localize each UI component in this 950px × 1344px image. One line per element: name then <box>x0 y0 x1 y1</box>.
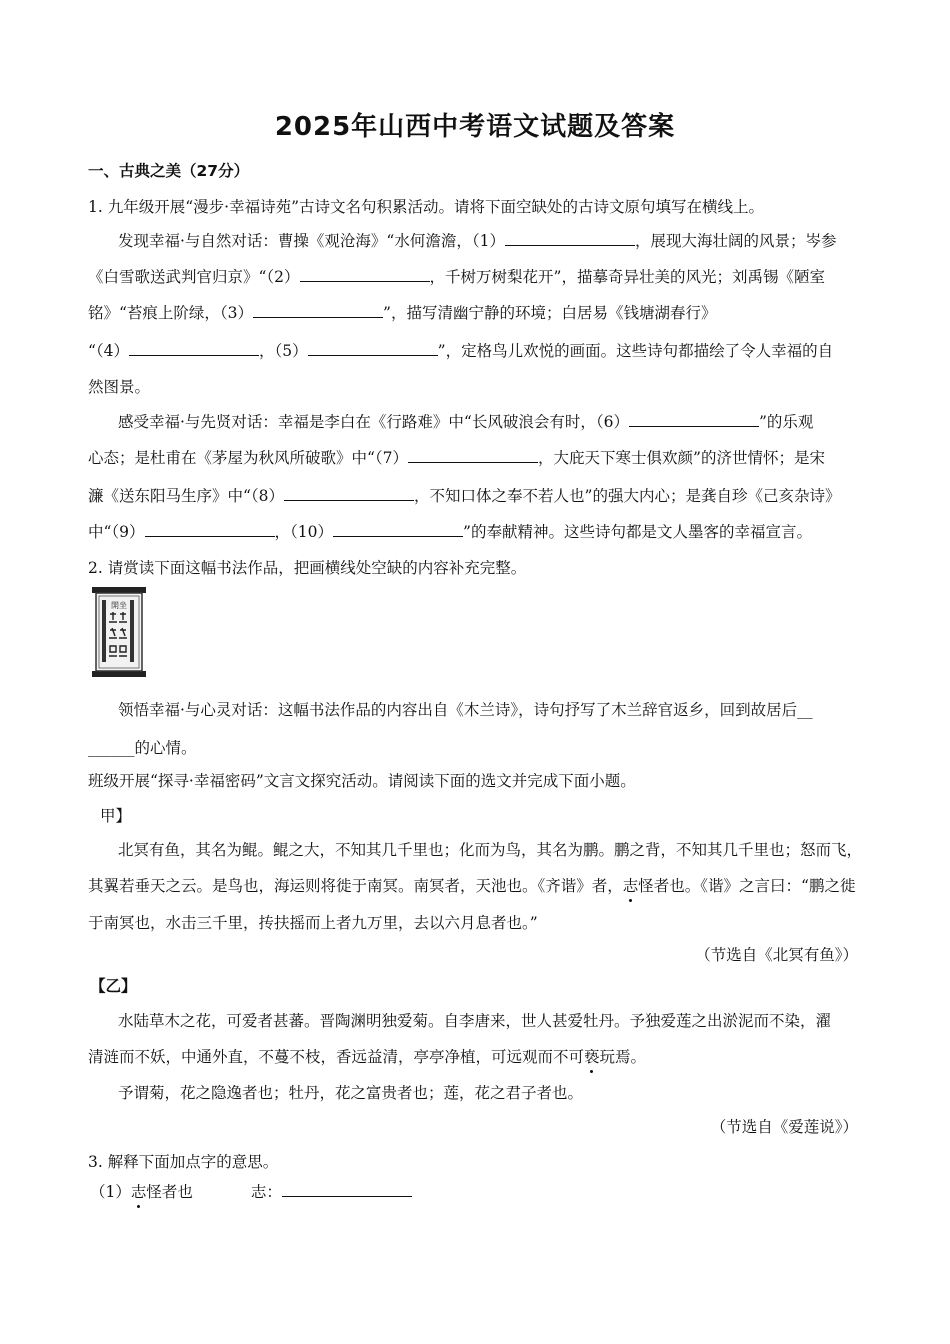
q2-para-line2: ______的心情。 <box>88 739 197 757</box>
dotted-char-zhi: 志 <box>622 877 639 895</box>
answer-blank-4[interactable] <box>129 341 259 356</box>
q1-para1-line2: 《白雪歌送武判官归京》“（2） ，千树万树梨花开”，描摹奇异壮美的风光；刘禹锡《陋室 <box>88 268 825 286</box>
q1-para1-line5: 然图景。 <box>88 378 151 396</box>
answer-blank-q3-1[interactable] <box>282 1182 412 1197</box>
activity-intro: 班级开展“探寻·幸福密码”文言文探究活动。请阅读下面的选文并完成下面小题。 <box>88 772 636 790</box>
question-2-intro: 2. 请赏读下面这幅书法作品，把画横线处空缺的内容补充完整。 <box>88 559 527 577</box>
passage-yi-label: 【乙】 <box>90 977 137 995</box>
answer-blank-6[interactable] <box>629 412 759 427</box>
q1-para2-line2: 心态；是杜甫在《茅屋为秋风所破歌》中“（7） ，大庇天下寒士俱欢颜”的济世情怀；是宋 <box>88 449 825 467</box>
passage-yi-line2: 清涟而不妖，中通外直，不蔓不枝，香远益清，亭亭净植，可远观而不可亵玩焉。 <box>88 1048 647 1066</box>
question-1-intro: 1. 九年级开展“漫步·幸福诗苑”古诗文名句积累活动。请将下面空缺处的古诗文原句填写在横线上。 <box>88 198 764 216</box>
passage-jia-line3: 于南冥也，水击三千里，抟扶摇而上者九万里，去以六月息者也。” <box>88 914 538 932</box>
q3-item1: （1）志怪者也 志： <box>90 1182 870 1202</box>
question-3-intro: 3. 解释下面加点字的意思。 <box>88 1153 279 1171</box>
dotted-char-xie: 亵 <box>584 1048 600 1066</box>
dotted-char-zhi-2: 志 <box>130 1183 147 1201</box>
q1-para2-line4: 中“（9） ，（10） ”的奉献精神。这些诗句都是文人墨客的幸福宣言。 <box>88 523 812 541</box>
q1-para2-line1: 感受幸福·与先贤对话：幸福是李白在《行路难》中“长风破浪会有时，（6） ”的乐观 <box>118 413 814 431</box>
q1-para1-line3: 铭》“苔痕上阶绿，（3） ”，描写清幽宁静的环境；白居易《钱塘湖春行》 <box>88 304 717 322</box>
answer-blank-10[interactable] <box>333 522 463 537</box>
answer-blank-9[interactable] <box>145 522 275 537</box>
passage-yi-source: （节选自《爱莲说》） <box>710 1118 858 1136</box>
passage-yi-line1: 水陆草木之花，可爱者甚蕃。晋陶渊明独爱菊。自李唐来，世人甚爱牡丹。予独爱莲之出淤泥而不染，濯 <box>118 1012 832 1030</box>
calligraphy-image <box>90 586 148 678</box>
passage-yi-line3: 予谓菊，花之隐逸者也；牡丹，花之富贵者也；莲，花之君子者也。 <box>118 1084 584 1102</box>
section-heading: 一、古典之美（27分） <box>88 162 250 180</box>
answer-blank-8[interactable] <box>284 486 414 501</box>
passage-jia-line1: 北冥有鱼，其名为鲲。鲲之大，不知其几千里也；化而为鸟，其名为鹏。鹏之背，不知其几千里也；怒而飞， <box>118 841 863 859</box>
answer-blank-7[interactable] <box>408 448 538 463</box>
passage-jia-source: （节选自《北冥有鱼》） <box>695 946 858 964</box>
answer-blank-1[interactable] <box>505 231 635 246</box>
page-title: 2025年山西中考语文试题及答案 <box>274 112 676 142</box>
answer-blank-3[interactable] <box>253 303 383 318</box>
answer-blank-2[interactable] <box>300 267 430 282</box>
q1-para1-line4: “（4） ，（5） ”，定格鸟儿欢悦的画面。这些诗句都描绘了令人幸福的自 <box>88 342 834 360</box>
calligraphy-text: 開坐 <box>111 601 127 610</box>
q2-para-line1: 领悟幸福·与心灵对话：这幅书法作品的内容出自《木兰诗》，诗句抒写了木兰辞官返乡，回到故居后__ <box>118 701 813 719</box>
passage-jia-label: 甲】 <box>100 807 132 825</box>
q1-para2-line3: 濂《送东阳马生序》中“（8） ，不知口体之奉不若人也”的强大内心；是龚自珍《己亥杂诗》 <box>88 487 841 505</box>
answer-blank-5[interactable] <box>308 341 438 356</box>
passage-jia-line2: 其翼若垂天之云。是鸟也，海运则将徙于南冥。南冥者，天池也。《齐谐》者，志怪者也。《谐》之言曰：“鹏之徙 <box>88 877 856 895</box>
q1-para1-line1: 发现幸福·与自然对话：曹操《观沧海》“水何澹澹，（1） ，展现大海壮阔的风景；岑参 <box>118 232 837 250</box>
